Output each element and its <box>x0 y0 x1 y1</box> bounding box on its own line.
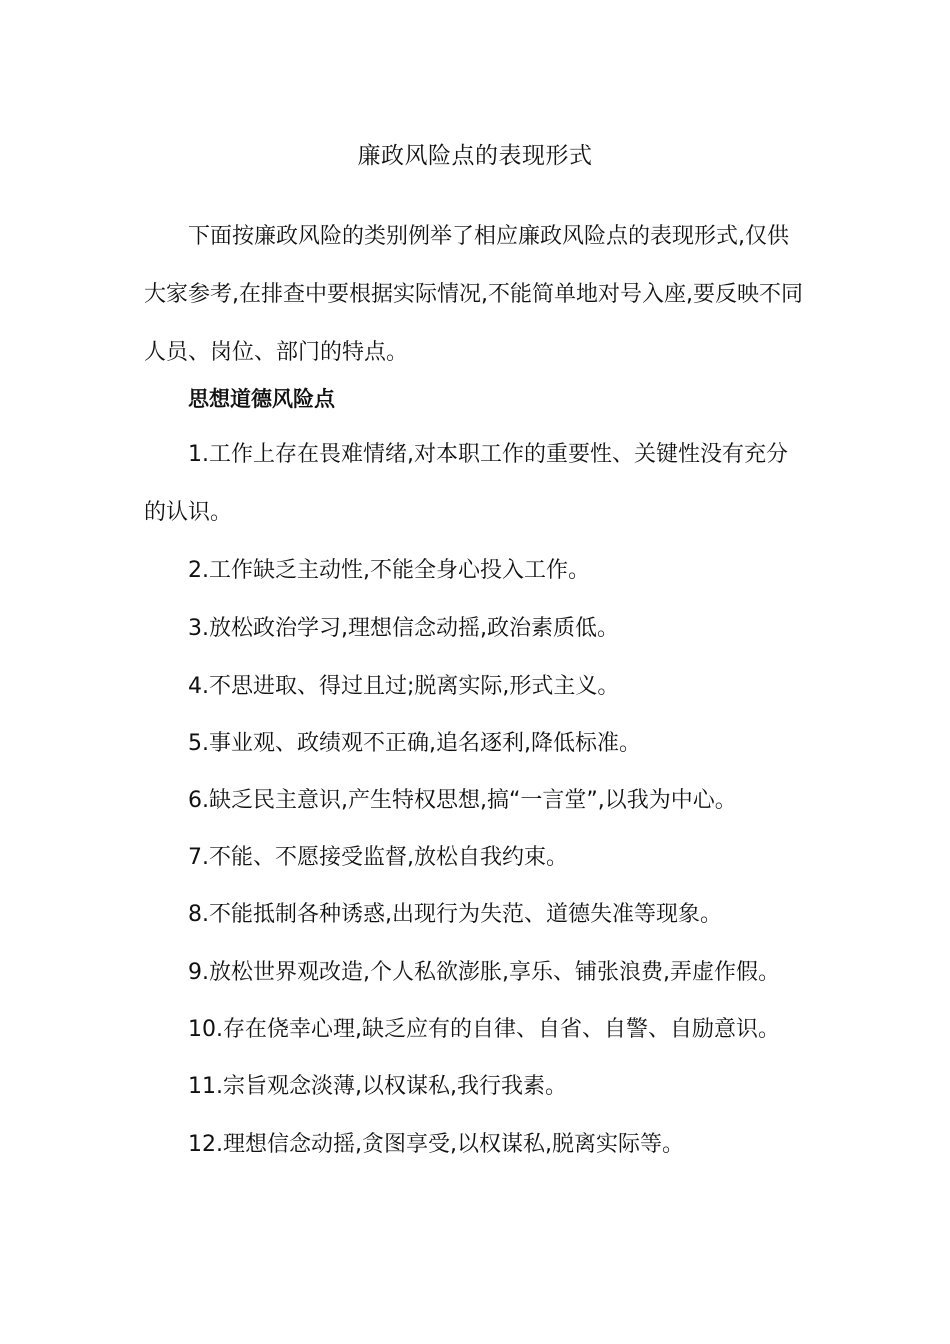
list-item-12: 12.理想信念动摇,贪图享受,以权谋私,脱离实际等。 <box>188 1132 684 1157</box>
list-item-3: 3.放松政治学习,理想信念动摇,政治素质低。 <box>188 616 619 641</box>
document-title: 廉政风险点的表现形式 <box>357 143 593 169</box>
list-item-10: 10.存在侥幸心理,缺乏应有的自律、自省、自警、自励意识。 <box>188 1017 780 1042</box>
list-item-4: 4.不思进取、得过且过;脱离实际,形式主义。 <box>188 674 620 699</box>
list-item-1: 1.工作上存在畏难情绪,对本职工作的重要性、关键性没有充分的认识。 <box>144 442 788 525</box>
list-item-8: 8.不能抵制各种诱惑,出现行为失范、道德失准等现象。 <box>188 902 722 927</box>
list-item-9: 9.放松世界观改造,个人私欲澎胀,享乐、铺张浪费,弄虚作假。 <box>188 960 780 985</box>
list-item-6: 6.缺乏民主意识,产生特权思想,搞“一言堂”,以我为中心。 <box>188 788 737 813</box>
intro-paragraph: 下面按廉政风险的类别例举了相应廉政风险点的表现形式,仅供大家参考,在排查中要根据实际情况,不能简单地对号入座,要反映不同人员、岗位、部门的特点。 <box>144 224 803 365</box>
list-item-7: 7.不能、不愿接受监督,放松自我约束。 <box>188 845 568 870</box>
list-item-11: 11.宗旨观念淡薄,以权谋私,我行我素。 <box>188 1074 567 1099</box>
list-item-5: 5.事业观、政绩观不正确,追名逐利,降低标准。 <box>188 731 641 756</box>
section-heading: 思想道德风险点 <box>188 387 335 411</box>
list-item-2: 2.工作缺乏主动性,不能全身心投入工作。 <box>188 558 590 583</box>
